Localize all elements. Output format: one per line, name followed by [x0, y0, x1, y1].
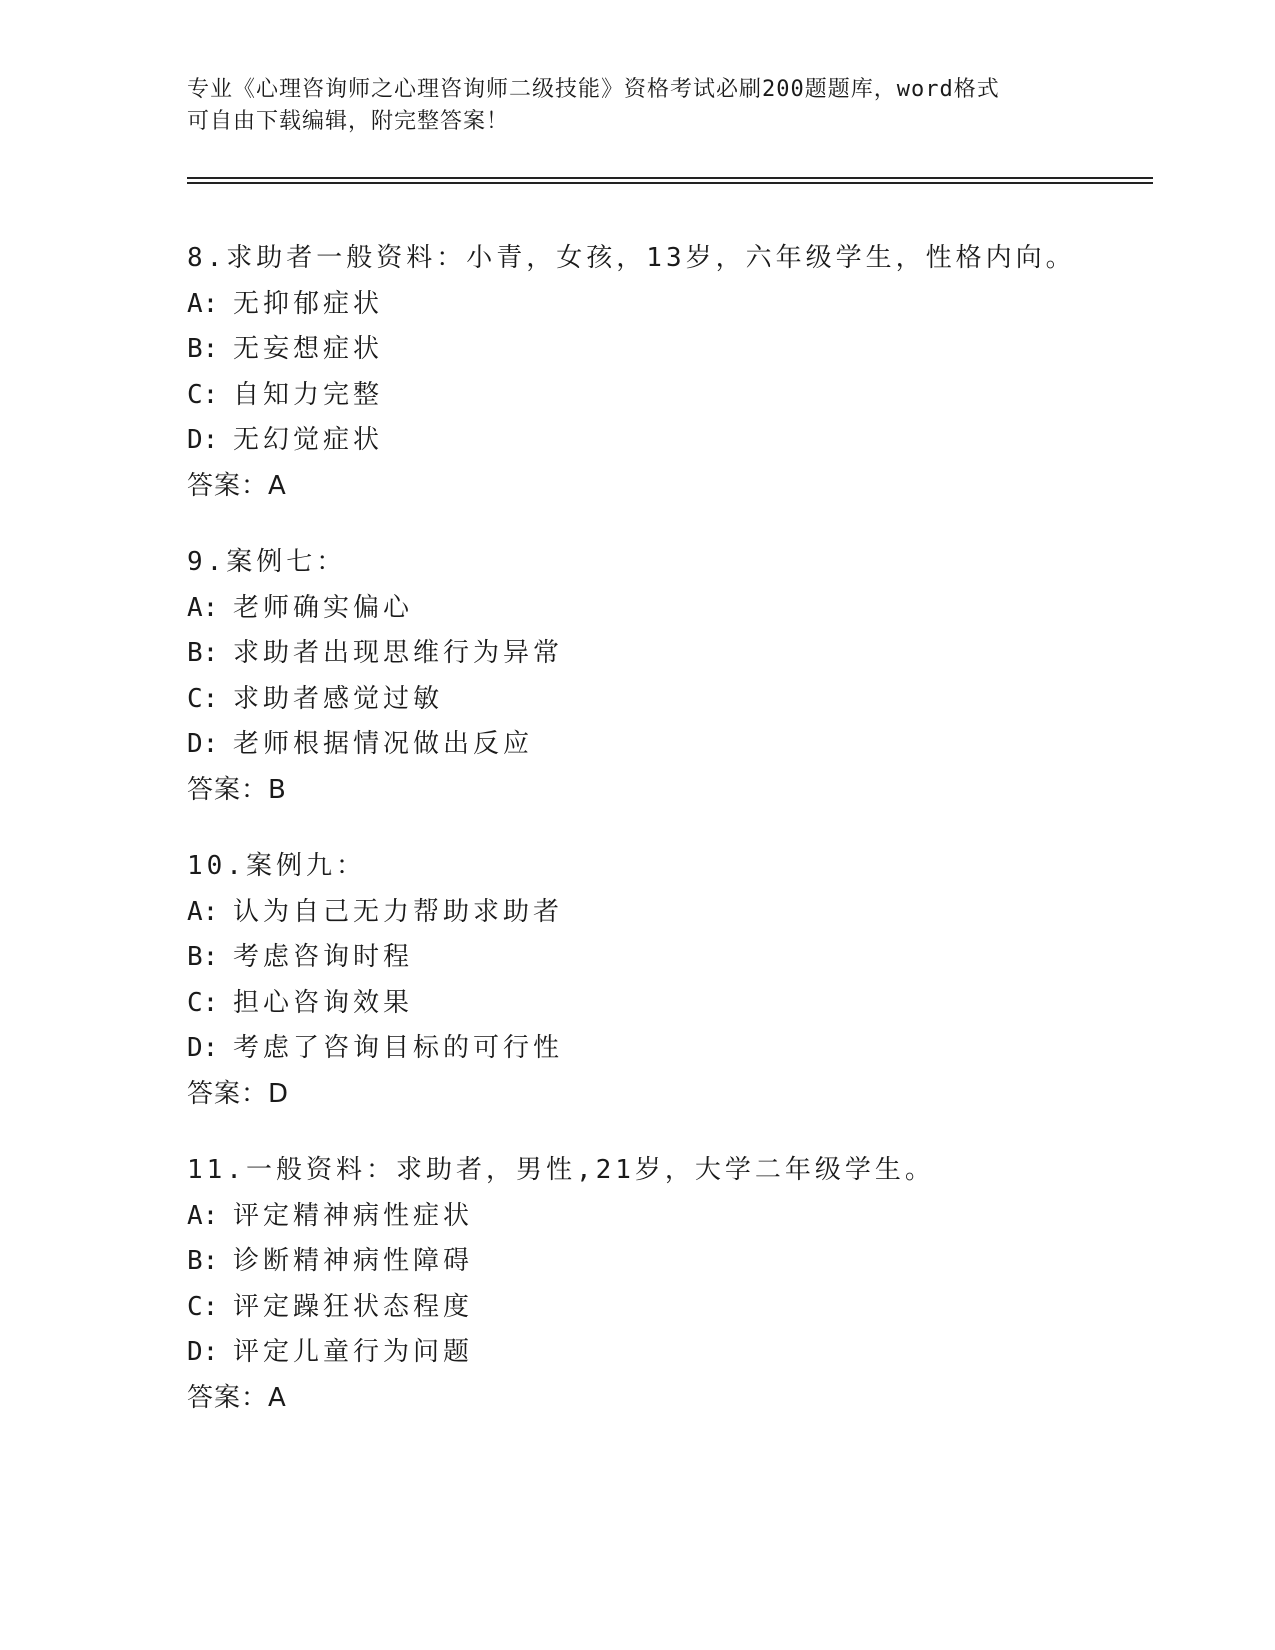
option-b — [187, 1239, 1187, 1285]
question-stem: 8.求助者一般资料：小青，女孩，13岁，六年级学生，性格内向。 — [187, 243, 1076, 273]
header-title-line-1: 专业《心理咨询师之心理咨询师二级技能》资格考试必刷200题题库，word格式 — [187, 77, 1000, 102]
option-text: 自知力完整 — [233, 379, 384, 410]
option-a — [187, 586, 1187, 632]
option-c — [187, 677, 1187, 723]
option-letter: C: — [187, 987, 219, 1018]
answer-line: 答案：B — [187, 774, 287, 805]
answer-line: 答案：D — [187, 1078, 290, 1109]
option-a — [187, 1194, 1187, 1240]
option-letter: A: — [187, 592, 219, 623]
option-text: 评定精神病性症状 — [233, 1200, 474, 1231]
option-a — [187, 890, 1187, 936]
option-d — [187, 722, 1187, 768]
option-letter: B: — [187, 1246, 219, 1276]
header-divider-bottom — [187, 182, 1153, 184]
question-item — [187, 1148, 1187, 1421]
option-letter: A: — [187, 1200, 219, 1231]
option-letter: A: — [187, 896, 219, 927]
option-letter: A: — [187, 288, 219, 319]
option-c — [187, 373, 1187, 419]
option-d — [187, 1026, 1187, 1072]
option-letter: D: — [187, 425, 219, 455]
option-b — [187, 327, 1187, 373]
question-item — [187, 540, 1187, 813]
option-d — [187, 418, 1187, 464]
option-letter: C: — [187, 1291, 219, 1322]
option-b — [187, 935, 1187, 981]
option-text: 无幻觉症状 — [233, 425, 384, 455]
option-letter: D: — [187, 1337, 219, 1367]
option-letter: D: — [187, 1033, 219, 1063]
option-text: 评定儿童行为问题 — [233, 1337, 474, 1367]
option-text: 评定躁狂状态程度 — [233, 1291, 474, 1322]
option-c — [187, 1285, 1187, 1331]
option-text: 老师确实偏心 — [233, 592, 414, 623]
question-stem: 9.案例七： — [187, 547, 347, 577]
question-stem: 10.案例九： — [187, 851, 366, 881]
option-b — [187, 631, 1187, 677]
option-text: 考虑咨询时程 — [233, 942, 414, 972]
answer-line: 答案：A — [187, 1382, 287, 1413]
option-text: 考虑了咨询目标的可行性 — [233, 1033, 564, 1063]
option-text: 诊断精神病性障碍 — [233, 1246, 474, 1276]
option-a — [187, 282, 1187, 328]
option-letter: C: — [187, 683, 219, 714]
option-text: 求助者出现思维行为异常 — [233, 638, 564, 668]
option-text: 担心咨询效果 — [233, 987, 414, 1018]
option-text: 求助者感觉过敏 — [233, 683, 444, 714]
option-c — [187, 981, 1187, 1027]
document-header — [187, 74, 1087, 138]
option-text: 认为自己无力帮助求助者 — [233, 896, 564, 927]
question-list — [187, 236, 1187, 1452]
question-item — [187, 844, 1187, 1117]
question-item — [187, 236, 1187, 509]
header-title-line-2: 可自由下载编辑，附完整答案！ — [187, 109, 510, 134]
option-letter: D: — [187, 729, 219, 759]
answer-line: 答案：A — [187, 470, 287, 501]
option-letter: B: — [187, 942, 219, 972]
header-divider-top — [187, 177, 1153, 179]
option-d — [187, 1330, 1187, 1376]
option-letter: C: — [187, 379, 219, 410]
question-stem: 11.一般资料：求助者，男性,21岁，大学二年级学生。 — [187, 1155, 935, 1185]
option-letter: B: — [187, 638, 219, 668]
option-letter: B: — [187, 334, 219, 364]
option-text: 老师根据情况做出反应 — [233, 729, 534, 759]
option-text: 无抑郁症状 — [233, 288, 384, 319]
option-text: 无妄想症状 — [233, 334, 384, 364]
